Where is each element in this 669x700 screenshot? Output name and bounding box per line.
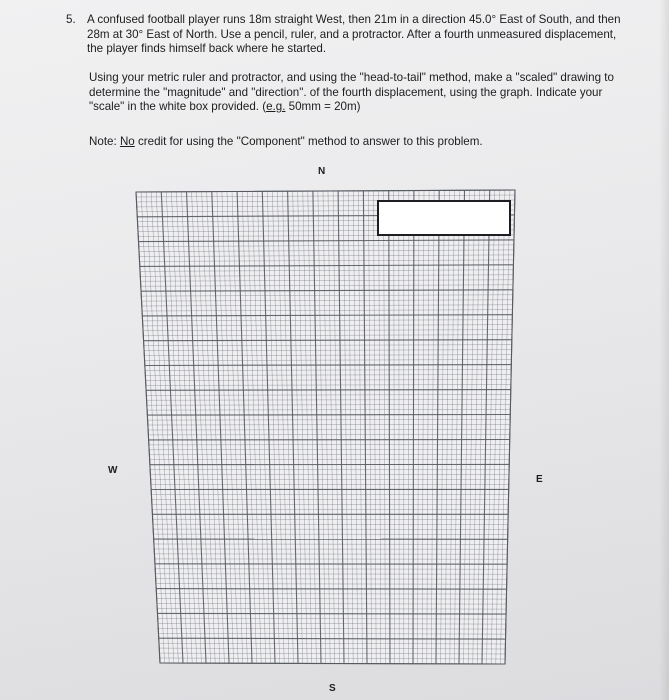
instructions-example: 50mm = 20m) (285, 100, 361, 113)
instructions-text: Using your metric ruler and protractor, and using the "head-to-tail" method, make a "scaled" drawing to determine the "magnitude" and "direction". of the fourth displacement, using the graph. Indicate your "scale" in the white box provided. ( (89, 71, 614, 113)
grid-line (147, 415, 510, 416)
problem-number: 5. (66, 13, 76, 26)
compass-east-label: E (536, 474, 543, 485)
note-no: No (119, 135, 135, 148)
grid-line (158, 613, 507, 614)
grid-line (146, 390, 511, 391)
compass-north-label: N (318, 166, 326, 177)
instructions-eg: e.g. (266, 100, 286, 113)
note-label: Note: (89, 135, 120, 148)
page-edge-shadow (659, 0, 669, 700)
grid-line (156, 589, 506, 590)
compass-west-label: W (108, 465, 118, 476)
compass-south-label: S (329, 683, 336, 694)
problem-text: A confused football player runs 18m straight West, then 21m in a direction 45.0° East of South, and then 28m at 30° East of North. Use a pencil, ruler, and a protractor. After a fourth unmeasured displacement, the player finds himself back where he started. (87, 13, 621, 55)
scale-box[interactable] (378, 201, 510, 235)
note-text: credit for using the "Component" method to answer to this problem. (134, 135, 483, 148)
